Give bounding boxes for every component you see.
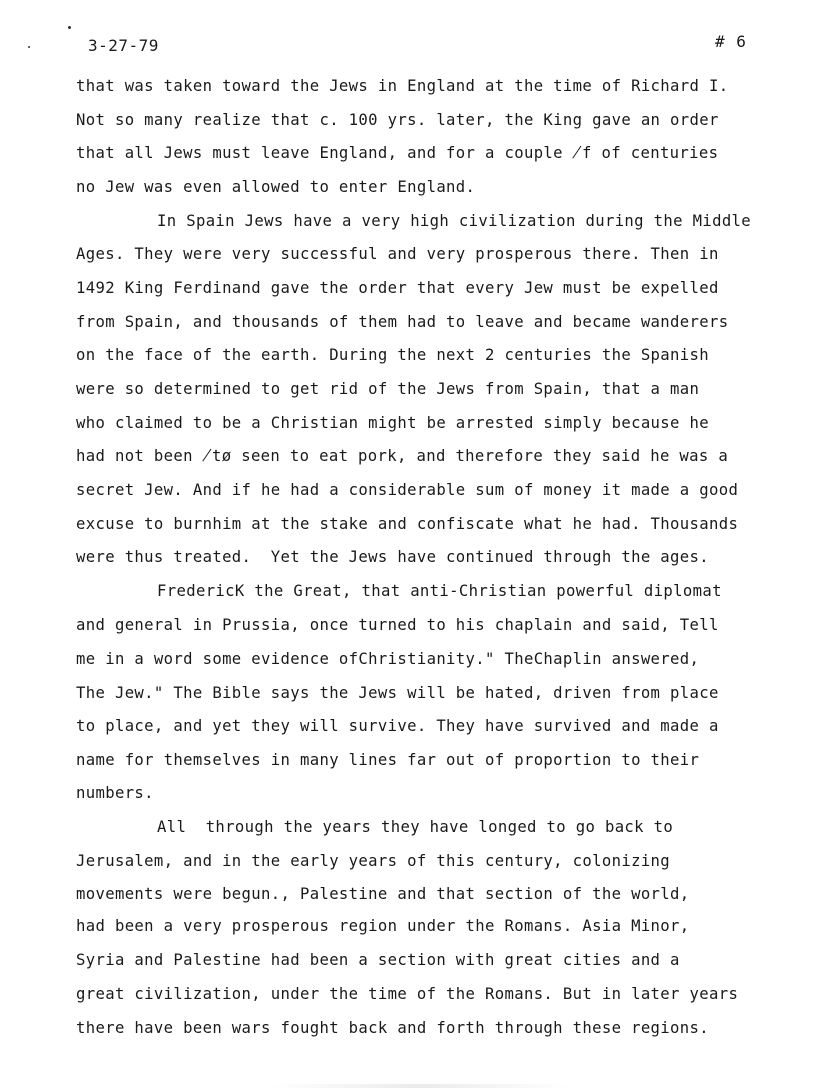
text-line: secret Jew. And if he had a considerable sum of money it made a good <box>76 481 739 499</box>
scan-smudge <box>270 1084 570 1088</box>
text-line: were so determined to get rid of the Jews from Spain, that a man <box>76 380 700 398</box>
document-date: 3-27-79 <box>88 36 159 55</box>
text-line: from Spain, and thousands of them had to leave and became wanderers <box>76 313 729 331</box>
text-line: All through the years they have longed to go back to <box>157 818 674 836</box>
page-number: # 6 <box>715 32 747 51</box>
text-line: Ages. They were very successful and very prosperous there. Then in <box>76 245 719 263</box>
text-line: were thus treated. Yet the Jews have continued through the ages. <box>76 548 709 566</box>
stray-ink-mark <box>28 46 30 48</box>
text-line: Not so many realize that c. 100 yrs. later, the King gave an order <box>76 111 719 129</box>
text-line: that all Jews must leave England, and for a couple ̸f of centuries <box>76 144 719 162</box>
text-line: had not been ̸tø seen to eat pork, and therefore they said he was a <box>76 447 729 465</box>
text-line: on the face of the earth. During the next 2 centuries the Spanish <box>76 346 709 364</box>
text-line: me in a word some evidence ofChristianity." TheChaplin answered, <box>76 650 700 668</box>
text-line: movements were begun., Palestine and that section of the world, <box>76 885 690 903</box>
text-line: 1492 King Ferdinand gave the order that every Jew must be expelled <box>76 279 719 297</box>
text-line: numbers. <box>76 784 154 802</box>
text-line: In Spain Jews have a very high civilization during the Middle <box>157 212 752 230</box>
text-line: there have been wars fought back and forth through these regions. <box>76 1019 709 1037</box>
text-line: who claimed to be a Christian might be arrested simply because he <box>76 414 709 432</box>
text-line: had been a very prosperous region under the Romans. Asia Minor, <box>76 917 690 935</box>
text-line: Syria and Palestine had been a section with great cities and a <box>76 951 680 969</box>
stray-ink-mark <box>68 26 71 29</box>
text-line: to place, and yet they will survive. They have survived and made a <box>76 717 719 735</box>
text-line: no Jew was even allowed to enter England. <box>76 178 476 196</box>
text-line: name for themselves in many lines far out of proportion to their <box>76 751 700 769</box>
text-line: and general in Prussia, once turned to his chaplain and said, Tell <box>76 616 719 634</box>
text-line: great civilization, under the time of the Romans. But in later years <box>76 985 739 1003</box>
text-line: Jerusalem, and in the early years of this century, colonizing <box>76 852 671 870</box>
text-line: FredericK the Great, that anti-Christian powerful diplomat <box>157 582 722 600</box>
text-line: The Jew." The Bible says the Jews will be hated, driven from place <box>76 684 719 702</box>
text-line: excuse to burnhim at the stake and confiscate what he had. Thousands <box>76 515 739 533</box>
text-line: that was taken toward the Jews in England at the time of Richard I. <box>76 77 729 95</box>
